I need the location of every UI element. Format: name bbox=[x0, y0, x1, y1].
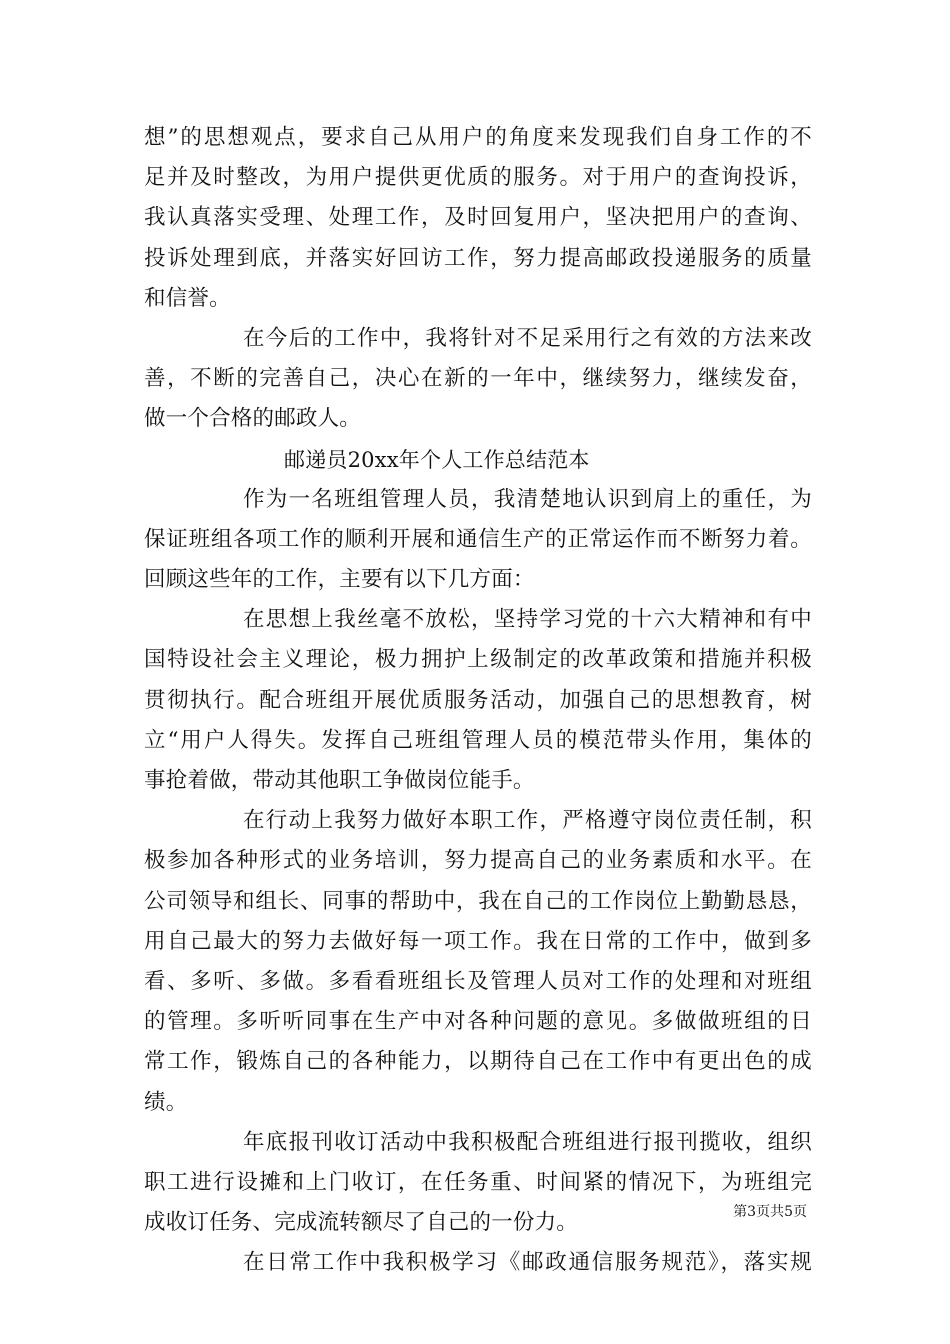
paragraph-5-line-3: 公司领导和组长、同事的帮助中，我在自己的工作岗位上勤勤恳恳， bbox=[144, 888, 812, 914]
paragraph-5-line-5: 看、多听、多做。多看看班组长及管理人员对工作的处理和对班组 bbox=[144, 968, 812, 994]
paragraph-5-line-1: 在行动上我努力做好本职工作，严格遵守岗位责任制，积 bbox=[243, 808, 812, 834]
paragraph-1-line-4: 投诉处理到底，并落实好回访工作，努力提高邮政投递服务的质量 bbox=[144, 245, 812, 271]
paragraph-5-line-4: 用自己最大的努力去做好每一项工作。我在日常的工作中，做到多 bbox=[144, 928, 812, 954]
paragraph-2-line-3: 做一个合格的邮政人。 bbox=[144, 406, 362, 432]
paragraph-5-line-6: 的管理。多听听同事在生产中对各种问题的意见。多做做班组的日 bbox=[144, 1009, 812, 1035]
paragraph-5-line-2: 极参加各种形式的业务培训，努力提高自己的业务素质和水平。在 bbox=[144, 848, 812, 874]
paragraph-3-line-2: 保证班组各项工作的顺利开展和通信生产的正常运作而不断努力着。 bbox=[144, 526, 812, 552]
paragraph-7-line-1: 在日常工作中我积极学习《邮政通信服务规范》，落实规 bbox=[243, 1250, 812, 1276]
paragraph-4-line-5: 事抢着做，带动其他职工争做岗位能手。 bbox=[144, 768, 535, 793]
paragraph-5-line-7: 常工作，锻炼自己的各种能力，以期待自己在工作中有更出色的成 bbox=[144, 1049, 812, 1075]
paragraph-1-line-1: 想”的思想观点，要求自己从用户的角度来发现我们自身工作的不 bbox=[144, 125, 812, 150]
paragraph-4-line-2: 国特设社会主义理论，极力拥护上级制定的改革政策和措施并积极 bbox=[144, 647, 812, 673]
paragraph-6-line-1: 年底报刊收订活动中我积极配合班组进行报刊揽收，组织 bbox=[243, 1129, 812, 1155]
paragraph-5-line-8: 绩。 bbox=[144, 1089, 188, 1115]
paragraph-3-line-1: 作为一名班组管理人员，我清楚地认识到肩上的重任，为 bbox=[243, 486, 812, 512]
document-body bbox=[144, 118, 812, 1283]
paragraph-1-line-3: 我认真落实受理、处理工作，及时回复用户，坚决把用户的查询、 bbox=[144, 205, 812, 231]
paragraph-6-line-2: 职工进行设摊和上门收订，在任务重、时间紧的情况下，为班组完 bbox=[144, 1169, 812, 1195]
paragraph-4-line-1: 在思想上我丝毫不放松，坚持学习党的十六大精神和有中 bbox=[243, 607, 812, 633]
paragraph-1-line-5: 和信誉。 bbox=[144, 285, 231, 311]
paragraph-4-line-4: 立“用户人得失。发挥自己班组管理人员的模范带头作用，集体的 bbox=[144, 727, 812, 753]
section-title: 邮递员20xx年个人工作总结范本 bbox=[284, 447, 590, 472]
page-number-footer: 第3页共5页 bbox=[733, 1204, 807, 1220]
paragraph-3-line-3: 回顾这些年的工作，主要有以下几方面： bbox=[144, 567, 535, 593]
paragraph-1-line-2: 足并及时整改，为用户提供更优质的服务。对于用户的查询投诉， bbox=[144, 165, 812, 191]
paragraph-6-line-3: 成收订任务、完成流转额尽了自己的一份力。 bbox=[144, 1210, 579, 1236]
paragraph-2-line-2: 善，不断的完善自己，决心在新的一年中，继续努力，继续发奋， bbox=[144, 366, 812, 392]
paragraph-2-line-1: 在今后的工作中，我将针对不足采用行之有效的方法来改 bbox=[243, 325, 812, 351]
paragraph-4-line-3: 贯彻执行。配合班组开展优质服务活动，加强自己的思想教育，树 bbox=[144, 687, 812, 713]
